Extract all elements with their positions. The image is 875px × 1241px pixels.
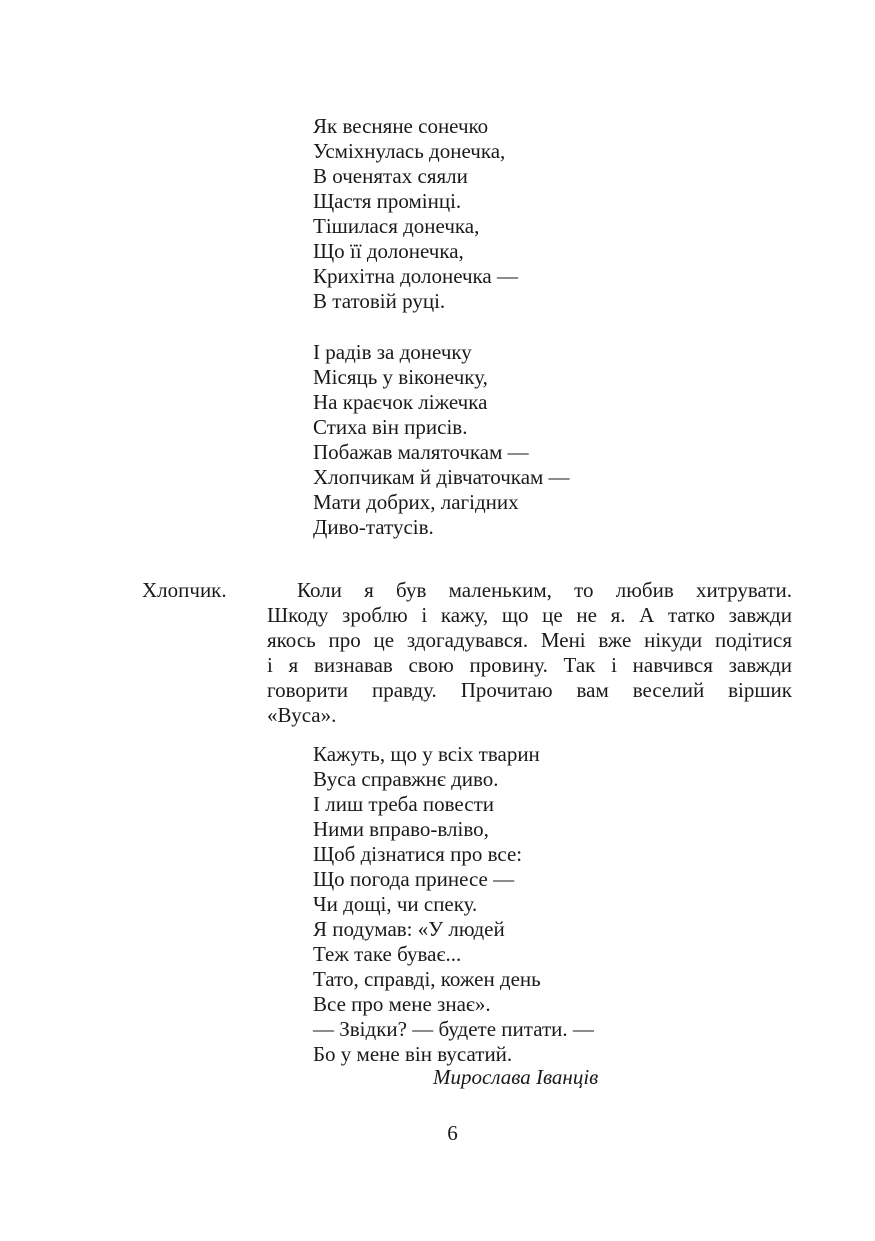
poem-line: Тато, справді, кожен день	[313, 967, 541, 991]
poem-line: Що погода принесе —	[313, 867, 515, 891]
paragraph-line: «Вуса».	[267, 703, 337, 727]
poem-line: І радів за донечку	[313, 340, 472, 364]
poem-line: Стиха він присів.	[313, 415, 468, 439]
poem-author: Мирослава Іванців	[433, 1065, 599, 1089]
paragraph-line: якось про це здогадувався. Мені вже нікуди подітися	[267, 628, 792, 652]
poem-line: І лиш треба повести	[313, 792, 495, 816]
poem-line: Бо у мене він вусатий.	[313, 1042, 513, 1066]
poem-vusa	[313, 742, 594, 1067]
poem-line: Все про мене знає».	[313, 992, 491, 1016]
speaker-label: Хлопчик.	[142, 578, 227, 602]
poem-line: В оченятах сяяли	[313, 164, 468, 188]
poem-line: Щастя промінці.	[313, 189, 462, 213]
poem-line: Ними вправо-вліво,	[313, 817, 489, 841]
poem-line: Усміхнулась донечка,	[313, 139, 506, 163]
poem-line: Щоб дізнатися про все:	[313, 842, 523, 866]
poem-line: В татовій руці.	[313, 289, 446, 313]
paragraph-line: і я визнавав свою провину. Так і навчився завжди	[267, 653, 792, 677]
poem-line: Тішилася донечка,	[313, 214, 480, 238]
poem-stanza-2	[313, 340, 570, 540]
poem-line: — Звідки? — будете питати. —	[313, 1017, 594, 1041]
poem-line: Як весняне сонечко	[313, 114, 489, 138]
poem-line: Вуса справжнє диво.	[313, 767, 499, 791]
poem-line: Хлопчикам й дівчаточкам —	[313, 465, 570, 489]
poem-line: Диво-татусів.	[313, 515, 434, 539]
speaker-paragraph	[267, 578, 792, 728]
poem-line: Теж таке буває...	[313, 942, 462, 966]
poem-line: Що її долонечка,	[313, 239, 464, 263]
poem-line: Кажуть, що у всіх тварин	[313, 742, 540, 766]
poem-line: Я подумав: «У людей	[313, 917, 505, 941]
poem-line: Чи дощі, чи спеку.	[313, 892, 478, 916]
paragraph-line: говорити правду. Прочитаю вам веселий віршик	[267, 678, 792, 702]
poem-line: Побажав маляточкам —	[313, 440, 529, 464]
poem-line: На краєчок ліжечка	[313, 390, 488, 414]
poem-stanza-1	[313, 114, 518, 314]
poem-line: Крихітна долонечка —	[313, 264, 519, 288]
paragraph-line: Коли я був маленьким, то любив хитрувати.	[297, 578, 792, 602]
paragraph-line: Шкоду зроблю і кажу, що це не я. А татко завжди	[267, 603, 792, 627]
page-number: 6	[447, 1121, 458, 1145]
poem-line: Мати добрих, лагідних	[313, 490, 519, 514]
poem-line: Місяць у віконечку,	[313, 365, 488, 389]
